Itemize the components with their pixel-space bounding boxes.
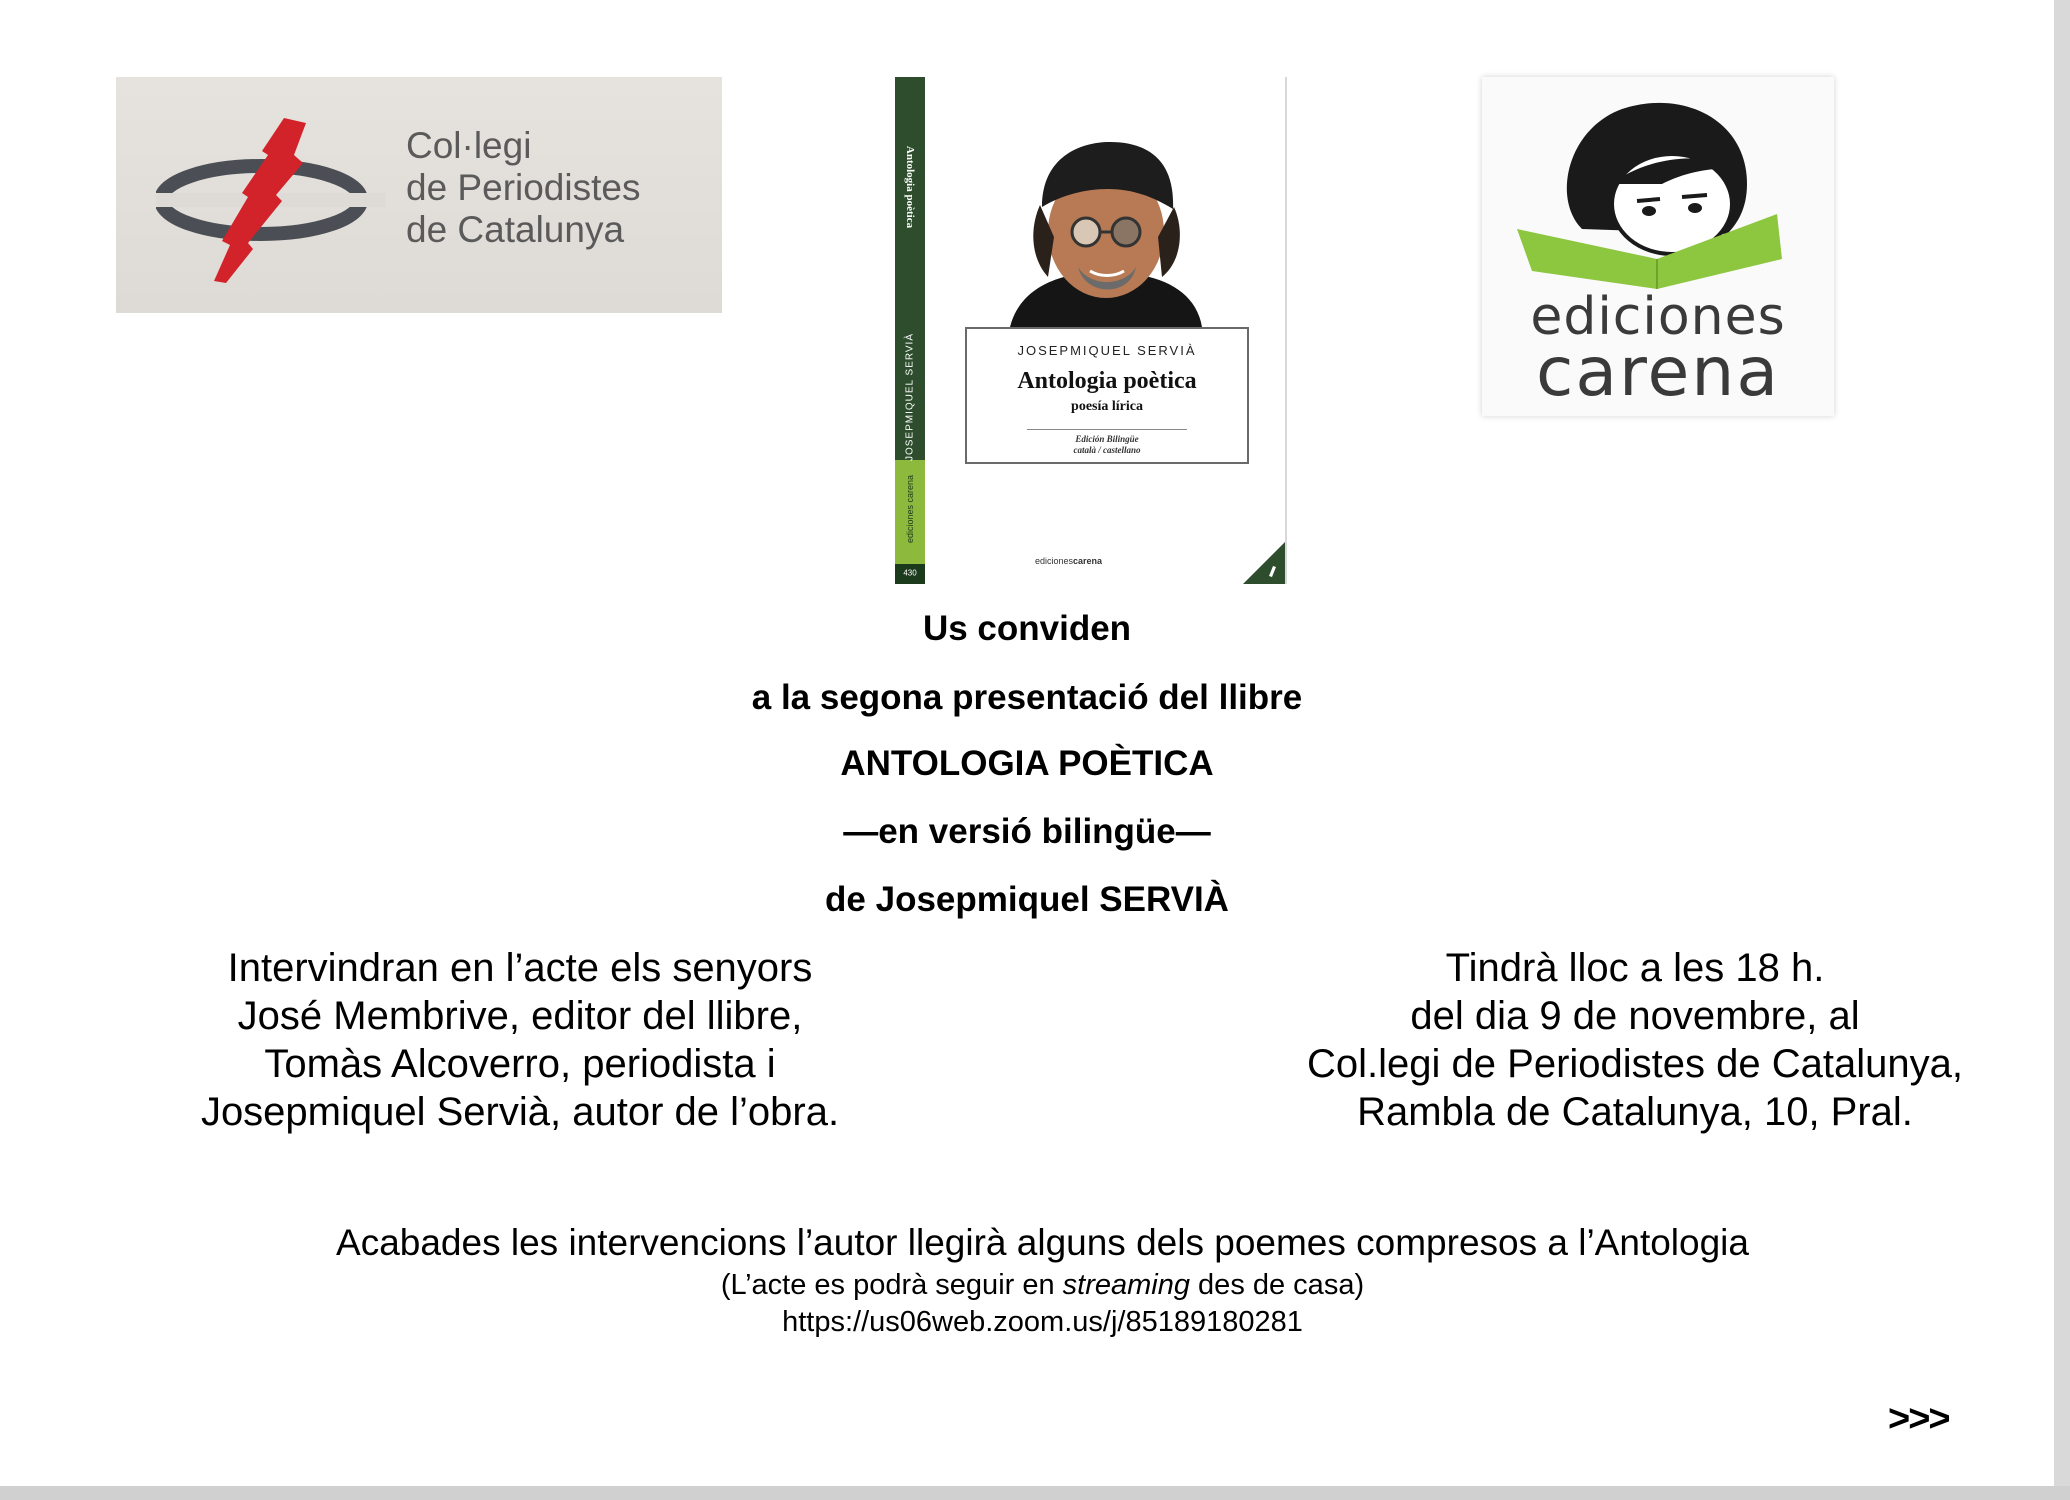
book-author: JOSEPMIQUEL SERVIÀ: [1017, 343, 1197, 358]
book-publisher: [1035, 556, 1102, 566]
carena-logo: [1482, 77, 1834, 416]
invitation-line-4: —en versió bilingüe—: [843, 812, 1211, 851]
venue-line: Tindrà lloc a les 18 h.: [1445, 946, 1825, 990]
cpc-line-2: de Periodistes: [406, 167, 641, 208]
carena-reader-emblem-icon: [1512, 89, 1804, 289]
invitation-line-1: Us conviden: [922, 609, 1132, 648]
book-divider: [1027, 429, 1187, 430]
book-title: Antologia poètica: [1017, 368, 1197, 394]
page-edge-right: [2054, 0, 2070, 1500]
cpc-emblem-icon: [156, 115, 396, 285]
book-publisher-a: ediciones: [1035, 556, 1074, 566]
next-page-arrow[interactable]: >>>: [1888, 1398, 1949, 1440]
streaming-note: [0, 1269, 2070, 1302]
book-subtitle: poesía lírica: [1071, 399, 1143, 414]
author-portrait-image: [990, 137, 1220, 327]
speakers-line: José Membrive, editor del llibre,: [237, 994, 803, 1038]
book-spine-text: [895, 77, 925, 584]
spine-author: JOSEPMIQUEL SERVIÀ: [904, 332, 916, 462]
cpc-logo: [116, 77, 722, 313]
spine-title: Antologia poètica: [904, 145, 916, 229]
streaming-after: des de casa): [1190, 1269, 1365, 1301]
speakers-line: Josepmiquel Servià, autor de l’obra.: [200, 1090, 840, 1134]
invitation-line-5: de Josepmiquel SERVIÀ: [825, 880, 1229, 919]
carena-word-2: carena: [1535, 333, 1781, 412]
book-title-box: [965, 327, 1249, 464]
cpc-line-3: de Catalunya: [406, 209, 625, 250]
book-edition-line-1: Edición Bilingüe: [1075, 434, 1139, 444]
book-corner-mark-icon: [1243, 542, 1285, 584]
closing-text: Acabades les intervencions l’autor llegirà alguns dels poemes compresos a l’Antologia: [336, 1222, 1749, 1263]
spine-publisher: ediciones carena: [905, 474, 915, 544]
venue-block: [1235, 944, 2035, 1136]
book-publisher-b: carena: [1073, 556, 1103, 566]
book-edition-line-2: català / castellano: [1073, 445, 1141, 455]
speakers-line: Tomàs Alcoverro, periodista i: [264, 1042, 776, 1086]
cpc-line-1: Col·legi: [406, 125, 532, 166]
book-title-heading: ANTOLOGIA POÈTICA: [840, 744, 1214, 783]
streaming-word: streaming: [1062, 1269, 1190, 1301]
carena-word-1: ediciones: [1530, 287, 1786, 347]
venue-line: Rambla de Catalunya, 10, Pral.: [1357, 1090, 1913, 1134]
speakers-block: [120, 944, 920, 1136]
venue-line: Col.legi de Periodistes de Catalunya,: [1307, 1042, 1963, 1086]
page-edge-bottom: [0, 1486, 2070, 1500]
streaming-before: (L’acte es podrà seguir en: [720, 1269, 1063, 1301]
zoom-link[interactable]: https://us06web.zoom.us/j/85189180281: [782, 1306, 1303, 1338]
venue-line: del dia 9 de novembre, al: [1410, 994, 1860, 1038]
speakers-line: Intervindran en l’acte els senyors: [227, 946, 813, 990]
invitation-line-2: a la segona presentació del llibre: [751, 678, 1303, 717]
cpc-wordmark: [406, 125, 640, 251]
book-cover: [895, 77, 1287, 584]
spine-number: 430: [903, 568, 917, 578]
